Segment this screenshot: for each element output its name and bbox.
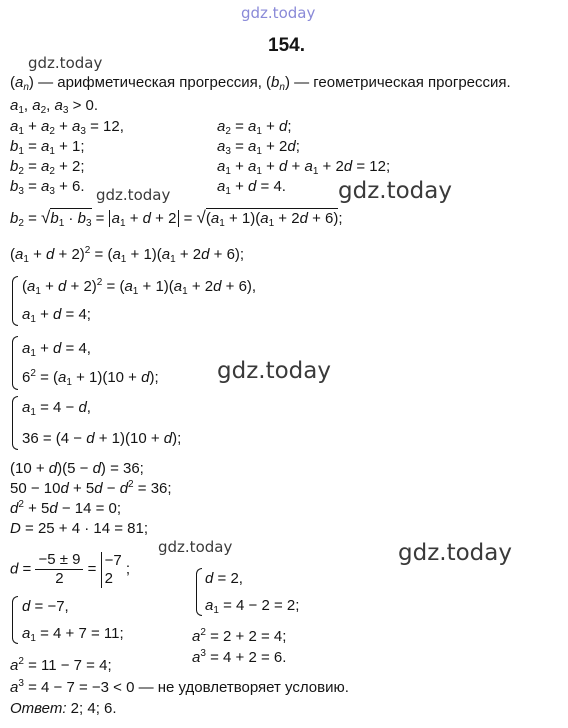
- line-roots: d = $\frac{-5 \pm 9}{2}$ = −7 2 ;: [10, 551, 131, 587]
- line-b3: $b_3 = a_3 + 6$.: [10, 178, 85, 197]
- watermark-top: gdz.today: [241, 4, 316, 22]
- line-expand: (10 + d)(5 − d) = 36;: [10, 460, 144, 477]
- watermark-center: gdz.today: [217, 358, 331, 384]
- line-discriminant: D = 25 + 4 · 14 = 81;: [10, 520, 149, 537]
- system-brace-3: [12, 396, 18, 450]
- case1-eq1: d = −7,: [22, 598, 69, 615]
- line-a2: $a_2 = a_1 + d$;: [217, 118, 292, 137]
- line-a3: $a_3 = a_1 + 2d$;: [217, 138, 300, 157]
- case2-eq1: d = 2,: [205, 570, 243, 587]
- watermark-mid-left: gdz.today: [96, 186, 171, 204]
- problem-number: 154.: [268, 35, 305, 56]
- line-square: $(a_1 + d + 2)^2 = (a_1 + 1)(a_1 + 2d + 6)$;: [10, 245, 245, 265]
- case2-eq2: $a_1 = 4 - 2 = 2$;: [205, 597, 300, 616]
- line-a1d: $a_1 + d = 4$.: [217, 178, 286, 197]
- line-open: $50 - 10d + 5d - d^2 = 36$;: [10, 479, 172, 497]
- roots-list: −7 2: [101, 552, 122, 588]
- system2-eq1: $a_1 + d = 4$,: [22, 340, 91, 359]
- watermark-lower-left: gdz.today: [158, 538, 233, 556]
- answer-label: Ответ:: [10, 700, 67, 717]
- watermark-mid-right: gdz.today: [338, 178, 452, 204]
- roots-fraction: $\frac{-5 \pm 9}{2}$: [35, 551, 83, 588]
- condition-positive: $a_1$, $a_2$, $a_3 > 0$.: [10, 97, 99, 116]
- case1-eq2: $a_1 = 4 + 7 = 11$;: [22, 625, 124, 644]
- case1-a3: $a^3 = 4 - 7 = -3 < 0$ — не удовлетворяет условию.: [10, 678, 349, 696]
- line-b1: $b_1 = a_1 + 1$;: [10, 138, 85, 157]
- positive-label: > 0.: [72, 97, 99, 114]
- case2-a3: $a^3 = 4 + 2 = 6$.: [192, 648, 287, 666]
- system1-eq1: $(a_1 + d + 2)^2 = (a_1 + 1)(a_1 + 2d + 6)$,: [22, 277, 257, 297]
- watermark-header: gdz.today: [28, 54, 103, 72]
- system-brace-1: [12, 276, 18, 326]
- watermark-lower-right: gdz.today: [398, 540, 512, 566]
- system2-eq2: $6^2 = (a_1 + 1)(10 + d)$;: [22, 368, 159, 388]
- system-brace-2: [12, 336, 18, 390]
- system3-eq2: 36 = (4 − d + 1)(10 + d);: [22, 430, 182, 447]
- line-sum: $a_1 + a_2 + a_3 = 12$,: [10, 118, 124, 137]
- line-b2-sqrt: $b_2 = √b_1 \cdot b_3 = a_1 + d + 2 = √(a_1 + 1)(a_1 + 2d + 6)$;: [10, 208, 343, 229]
- line-sum-sub: $a_1 + a_1 + d + a_1 + 2d = 12$;: [217, 158, 391, 177]
- system-brace-5: [12, 596, 18, 644]
- system-brace-4: [196, 568, 202, 616]
- system3-eq1: $a_1 = 4 - d$,: [22, 399, 91, 418]
- sum-value: = 12,: [90, 118, 124, 135]
- given-text: — арифметическая прогрессия,: [38, 74, 262, 91]
- case2-a2: $a^2 = 2 + 2 = 4$;: [192, 627, 287, 645]
- line-quadratic: $d^2 + 5d - 14 = 0$;: [10, 499, 122, 517]
- system1-eq2: $a_1 + d = 4$;: [22, 306, 91, 325]
- case1-a2: $a^2 = 11 - 7 = 4$;: [10, 656, 112, 674]
- given-line: $(a_n)$ — арифметическая прогрессия, $(b_n)$ — геометрическая прогрессия.: [10, 74, 511, 93]
- given-text-2: — геометрическая прогрессия.: [294, 74, 511, 91]
- line-b2: $b_2 = a_2 + 2$;: [10, 158, 85, 177]
- answer-line: [10, 701, 117, 717]
- rejection-text: — не удовлетворяет условию.: [134, 679, 349, 696]
- answer-value: 2; 4; 6.: [70, 700, 117, 717]
